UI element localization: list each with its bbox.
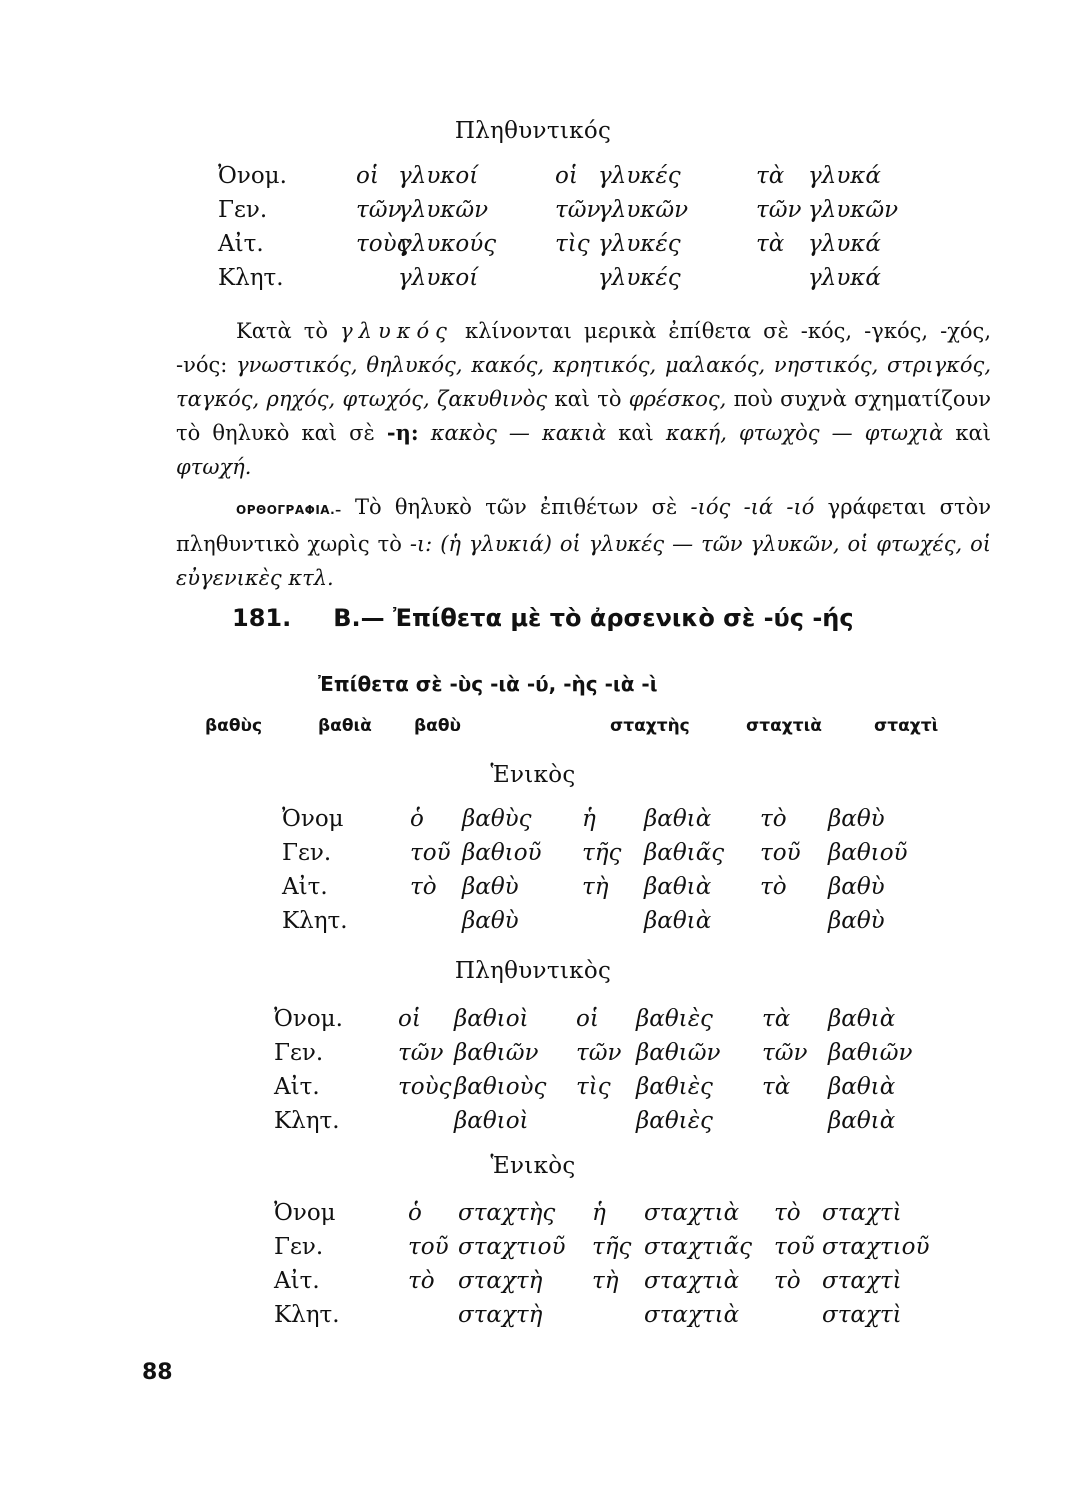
adjective-form: γλυκῶν (808, 197, 899, 223)
article: τοὺς (356, 231, 410, 257)
plural-heading: Πληθυντικὸς (454, 958, 612, 984)
adjective-form: σταχτὴς (610, 716, 690, 736)
paragraph-text: γράφεται στὸν πληθυντικὸ χωρὶς τὸ (176, 495, 991, 556)
adjective-form: σταχτὴς (458, 1200, 556, 1226)
adjective-form: γλυκά (808, 265, 881, 291)
article: ὁ (410, 806, 424, 832)
adjective-form: βαθιοῦ (462, 840, 542, 866)
plural-heading: Πληθυντικός (454, 118, 612, 144)
article: τῶν (398, 1040, 444, 1066)
paragraph-glykos (176, 314, 991, 595)
example-word: φτωχή. (176, 455, 252, 479)
article: τὸ (774, 1200, 801, 1226)
adjective-form: βαθὺς (205, 716, 263, 736)
adjective-form: γλυκοί (398, 265, 479, 291)
article: τῶν (576, 1040, 622, 1066)
article: τοῦ (774, 1234, 815, 1260)
case-label: Κλητ. (282, 908, 348, 934)
singular-heading: Ἑνικὸς (490, 762, 576, 788)
adjective-form: βαθιὲς (636, 1074, 713, 1100)
singular-heading: Ἑνικὸς (490, 1153, 576, 1179)
article: οἱ (398, 1006, 421, 1032)
example-list: κακὸς — κακιὰ (430, 421, 607, 445)
adjective-form: βαθιὰ (644, 908, 712, 934)
adjective-form: σταχτὶ (822, 1200, 902, 1226)
section-title: Β.— Ἐπίθετα μὲ τὸ ἀρσενικὸ σὲ -ύς -ής (333, 604, 854, 632)
adjective-form: γλυκές (598, 265, 681, 291)
case-label: Ὀνομ. (274, 1006, 343, 1032)
article: οἱ (356, 163, 379, 189)
adjective-form: βαθὺ (462, 908, 519, 934)
article: τοὺς (398, 1074, 452, 1100)
adjective-form: σταχτὴ (458, 1268, 543, 1294)
case-label: Γεν. (282, 840, 332, 866)
article: τὰ (756, 231, 785, 257)
adjective-form: βαθιῶν (828, 1040, 913, 1066)
article: οἱ (576, 1006, 599, 1032)
adjective-form: βαθὺ (828, 874, 885, 900)
page-number: 88 (142, 1360, 173, 1385)
adjective-forms (0, 716, 1066, 746)
adjective-form: σταχτιὰ (644, 1200, 740, 1226)
article: τὸ (760, 874, 787, 900)
article: τὰ (762, 1006, 791, 1032)
article: τῶν (756, 197, 802, 223)
paragraph-text: καὶ (618, 421, 654, 445)
case-label: Αἰτ. (274, 1268, 320, 1294)
adjective-form: σταχτιᾶς (644, 1234, 753, 1260)
adjective-form: σταχτὶ (822, 1268, 902, 1294)
article: τῶν (762, 1040, 808, 1066)
adjective-form: βαθιοὺς (454, 1074, 547, 1100)
adjective-form: βαθιῶν (636, 1040, 721, 1066)
adjective-form: γλυκῶν (598, 197, 689, 223)
adjective-form: βαθιὰ (644, 874, 712, 900)
paragraph-text: Κατὰ τὸ (236, 319, 329, 343)
article: τὰ (762, 1074, 791, 1100)
adjective-form: γλυκοί (398, 163, 479, 189)
adjective-form: βαθιοὶ (454, 1006, 529, 1032)
article: τῶν (555, 197, 601, 223)
adjective-form: βαθιὰ (644, 806, 712, 832)
paragraph-text: ποὺ συχνὰ σχηματίζουν τὸ θηλυκὸ καὶ σὲ (176, 387, 991, 445)
article: τῶν (356, 197, 402, 223)
adjective-form: σταχτὶ (822, 1302, 902, 1328)
article: ἡ (582, 806, 596, 832)
adjective-form: γλυκῶν (398, 197, 489, 223)
adjective-form: γλυκές (598, 163, 681, 189)
adjective-form: σταχτιοῦ (822, 1234, 930, 1260)
adjective-form: γλυκά (808, 163, 881, 189)
case-label: Ὀνομ (282, 806, 344, 832)
sub-heading: Ἐπίθετα σὲ -ὺς -ιὰ -ύ, -ὴς -ιὰ -ὶ (318, 672, 658, 696)
adjective-form: γλυκά (808, 231, 881, 257)
article: τὸ (760, 806, 787, 832)
paragraph-text: καὶ (955, 421, 991, 445)
article: τὶς (576, 1074, 611, 1100)
paragraph-text: Τὸ θηλυκὸ τῶν ἐπιθέτων σὲ (354, 495, 678, 519)
adjective-form: βαθιὰ (318, 716, 372, 736)
adjective-form: βαθιὰ (828, 1006, 896, 1032)
adjective-form: βαθιᾶς (644, 840, 725, 866)
adjective-form: σταχτιὰ (644, 1268, 740, 1294)
ending-marker: -ι: (409, 532, 433, 556)
ending-marker: -η: (386, 420, 419, 445)
example-word: γλυκός (340, 319, 453, 343)
ending-marker: -ιός -ιά -ιό (690, 495, 815, 519)
adjective-form: βαθιοὶ (454, 1108, 529, 1134)
case-label: Γεν. (274, 1040, 324, 1066)
adjective-form: γλυκούς (398, 231, 497, 257)
article: οἱ (555, 163, 578, 189)
article: τὰ (756, 163, 785, 189)
example-list: κακή, φτωχὸς — φτωχιὰ (665, 421, 944, 445)
article: τὸ (774, 1268, 801, 1294)
case-label: Αἰτ. (274, 1074, 320, 1100)
paragraph-text: κλίνονται μερικὰ ἐπίθετα σὲ -κός, -γκός, -χός, -νός: (176, 319, 991, 377)
adjective-form: βαθιῶν (454, 1040, 539, 1066)
article: τῆς (582, 840, 622, 866)
adjective-form: βαθὺ (414, 716, 462, 736)
article: τοῦ (408, 1234, 449, 1260)
case-label: Γεν. (218, 197, 268, 223)
case-label: Γεν. (274, 1234, 324, 1260)
adjective-form: γλυκές (598, 231, 681, 257)
article: τοῦ (760, 840, 801, 866)
article: τὶς (555, 231, 590, 257)
case-label: Αἰτ. (282, 874, 328, 900)
example-list: (ἡ γλυκιά) οἱ γλυκές — τῶν γλυκῶν, οἱ φτωχές, οἱ εὐγενικὲς κτλ. (176, 532, 991, 590)
adjective-form: βαθὺ (828, 908, 885, 934)
case-label: Ὀνομ (274, 1200, 336, 1226)
article: ἡ (592, 1200, 606, 1226)
article: τὸ (408, 1268, 435, 1294)
adjective-form: βαθὺ (828, 806, 885, 832)
example-list: γνωστικός, θηλυκός, κακός, κρητικός, μαλακός, νηστικός, στριγκός, ταγκός, ρηχός, φτωχός, ζακυθινὸς (176, 353, 991, 411)
adjective-form: βαθιὰ (828, 1074, 896, 1100)
adjective-form: βαθιὰ (828, 1108, 896, 1134)
article: τῆς (592, 1234, 632, 1260)
article: τὴ (582, 874, 609, 900)
paragraph-text: καὶ τὸ (554, 387, 622, 411)
adjective-form: βαθιοῦ (828, 840, 908, 866)
adjective-form: σταχτιὰ (746, 716, 822, 736)
case-label: Αἰτ. (218, 231, 264, 257)
article: τὴ (592, 1268, 619, 1294)
adjective-form: βαθιὲς (636, 1108, 713, 1134)
case-label: Κλητ. (218, 265, 284, 291)
adjective-form: βαθὺς (462, 806, 532, 832)
adjective-form: βαθιὲς (636, 1006, 713, 1032)
article: τὸ (410, 874, 437, 900)
article: τοῦ (410, 840, 451, 866)
adjective-form: σταχτιὰ (644, 1302, 740, 1328)
adjective-form: σταχτὶ (874, 716, 939, 736)
case-label: Κλητ. (274, 1302, 340, 1328)
section-number: 181. (232, 604, 292, 632)
section-heading (232, 604, 854, 632)
orthography-label: ΟΡΘΟΓΡΑΦΙΑ.– (236, 503, 342, 517)
example-word: φρέσκος, (628, 387, 727, 411)
adjective-form: βαθὺ (462, 874, 519, 900)
article: ὁ (408, 1200, 422, 1226)
adjective-form: σταχτιοῦ (458, 1234, 566, 1260)
adjective-form: σταχτὴ (458, 1302, 543, 1328)
case-label: Ὀνομ. (218, 163, 287, 189)
case-label: Κλητ. (274, 1108, 340, 1134)
